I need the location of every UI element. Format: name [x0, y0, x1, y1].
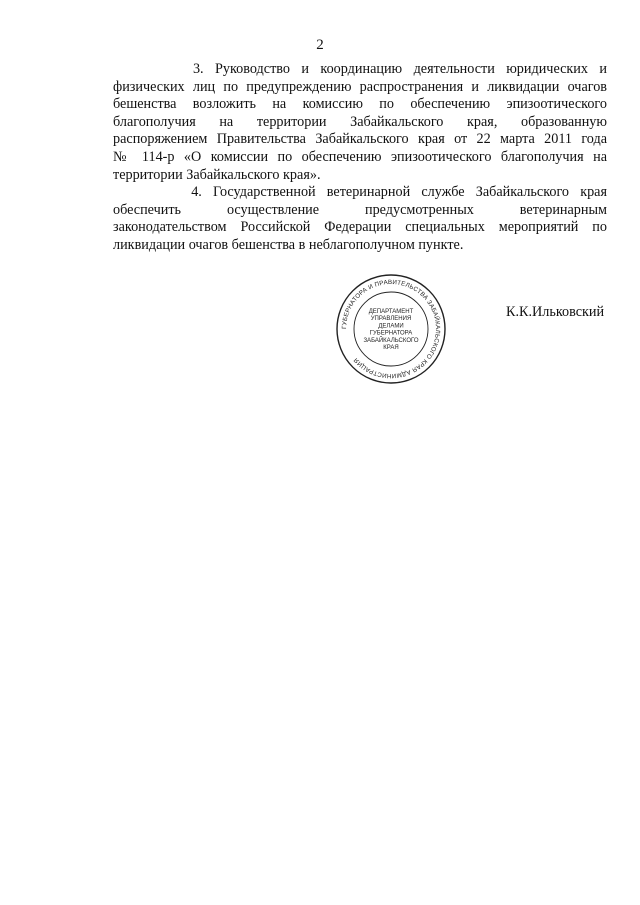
- page-number: 2: [316, 37, 324, 53]
- seal-center-line: ДЕПАРТАМЕНТ: [368, 309, 414, 315]
- paragraph-4: [113, 184, 607, 254]
- text-line: бешенства возложить на комиссию по обеспечению эпизоотического: [113, 96, 607, 113]
- paragraph-3: [113, 61, 607, 184]
- text-line: обеспечить осуществление предусмотренных ветеринарным: [113, 201, 607, 218]
- seal-center-line: УПРАВЛЕНИЯ: [370, 316, 412, 323]
- seal-center-line: ГУБЕРНАТОРА: [369, 330, 413, 337]
- text-line: ликвидации очагов бешенства в неблагополучном пункте.: [113, 236, 464, 253]
- seal-center-line: ЗАБАЙКАЛЬСКОГО: [363, 337, 419, 344]
- text-line: физических лиц по предупреждению распространения и ликвидации очагов: [113, 78, 607, 95]
- text-line: законодательством Российской Федерации специальных мероприятий по: [113, 219, 607, 236]
- text-line: распоряжением Правительства Забайкальского края от 22 марта 2011 года: [113, 131, 607, 148]
- text-line: территории Забайкальского края».: [113, 166, 321, 183]
- text-line: № 114-р «О комиссии по обеспечению эпизоотического благополучия на: [113, 148, 607, 165]
- text-line: благополучия на территории Забайкальского края, образованную: [113, 113, 607, 130]
- official-seal: [335, 273, 447, 385]
- signature-name: К.К.Ильковский: [506, 304, 605, 320]
- seal-center-line: КРАЯ: [383, 345, 399, 351]
- seal-outer-text: ГУБЕРНАТОРА И ПРАВИТЕЛЬСТВА ЗАБАЙКАЛЬСКОГО КРАЯ АДМИНИСТРАЦИЯ: [340, 278, 442, 380]
- seal-center-line: ДЕЛАМИ: [378, 323, 404, 330]
- text-line: 3. Руководство и координацию деятельности юридических и: [113, 61, 607, 77]
- text-line: 4. Государственной ветеринарной службе Забайкальского края: [113, 184, 607, 200]
